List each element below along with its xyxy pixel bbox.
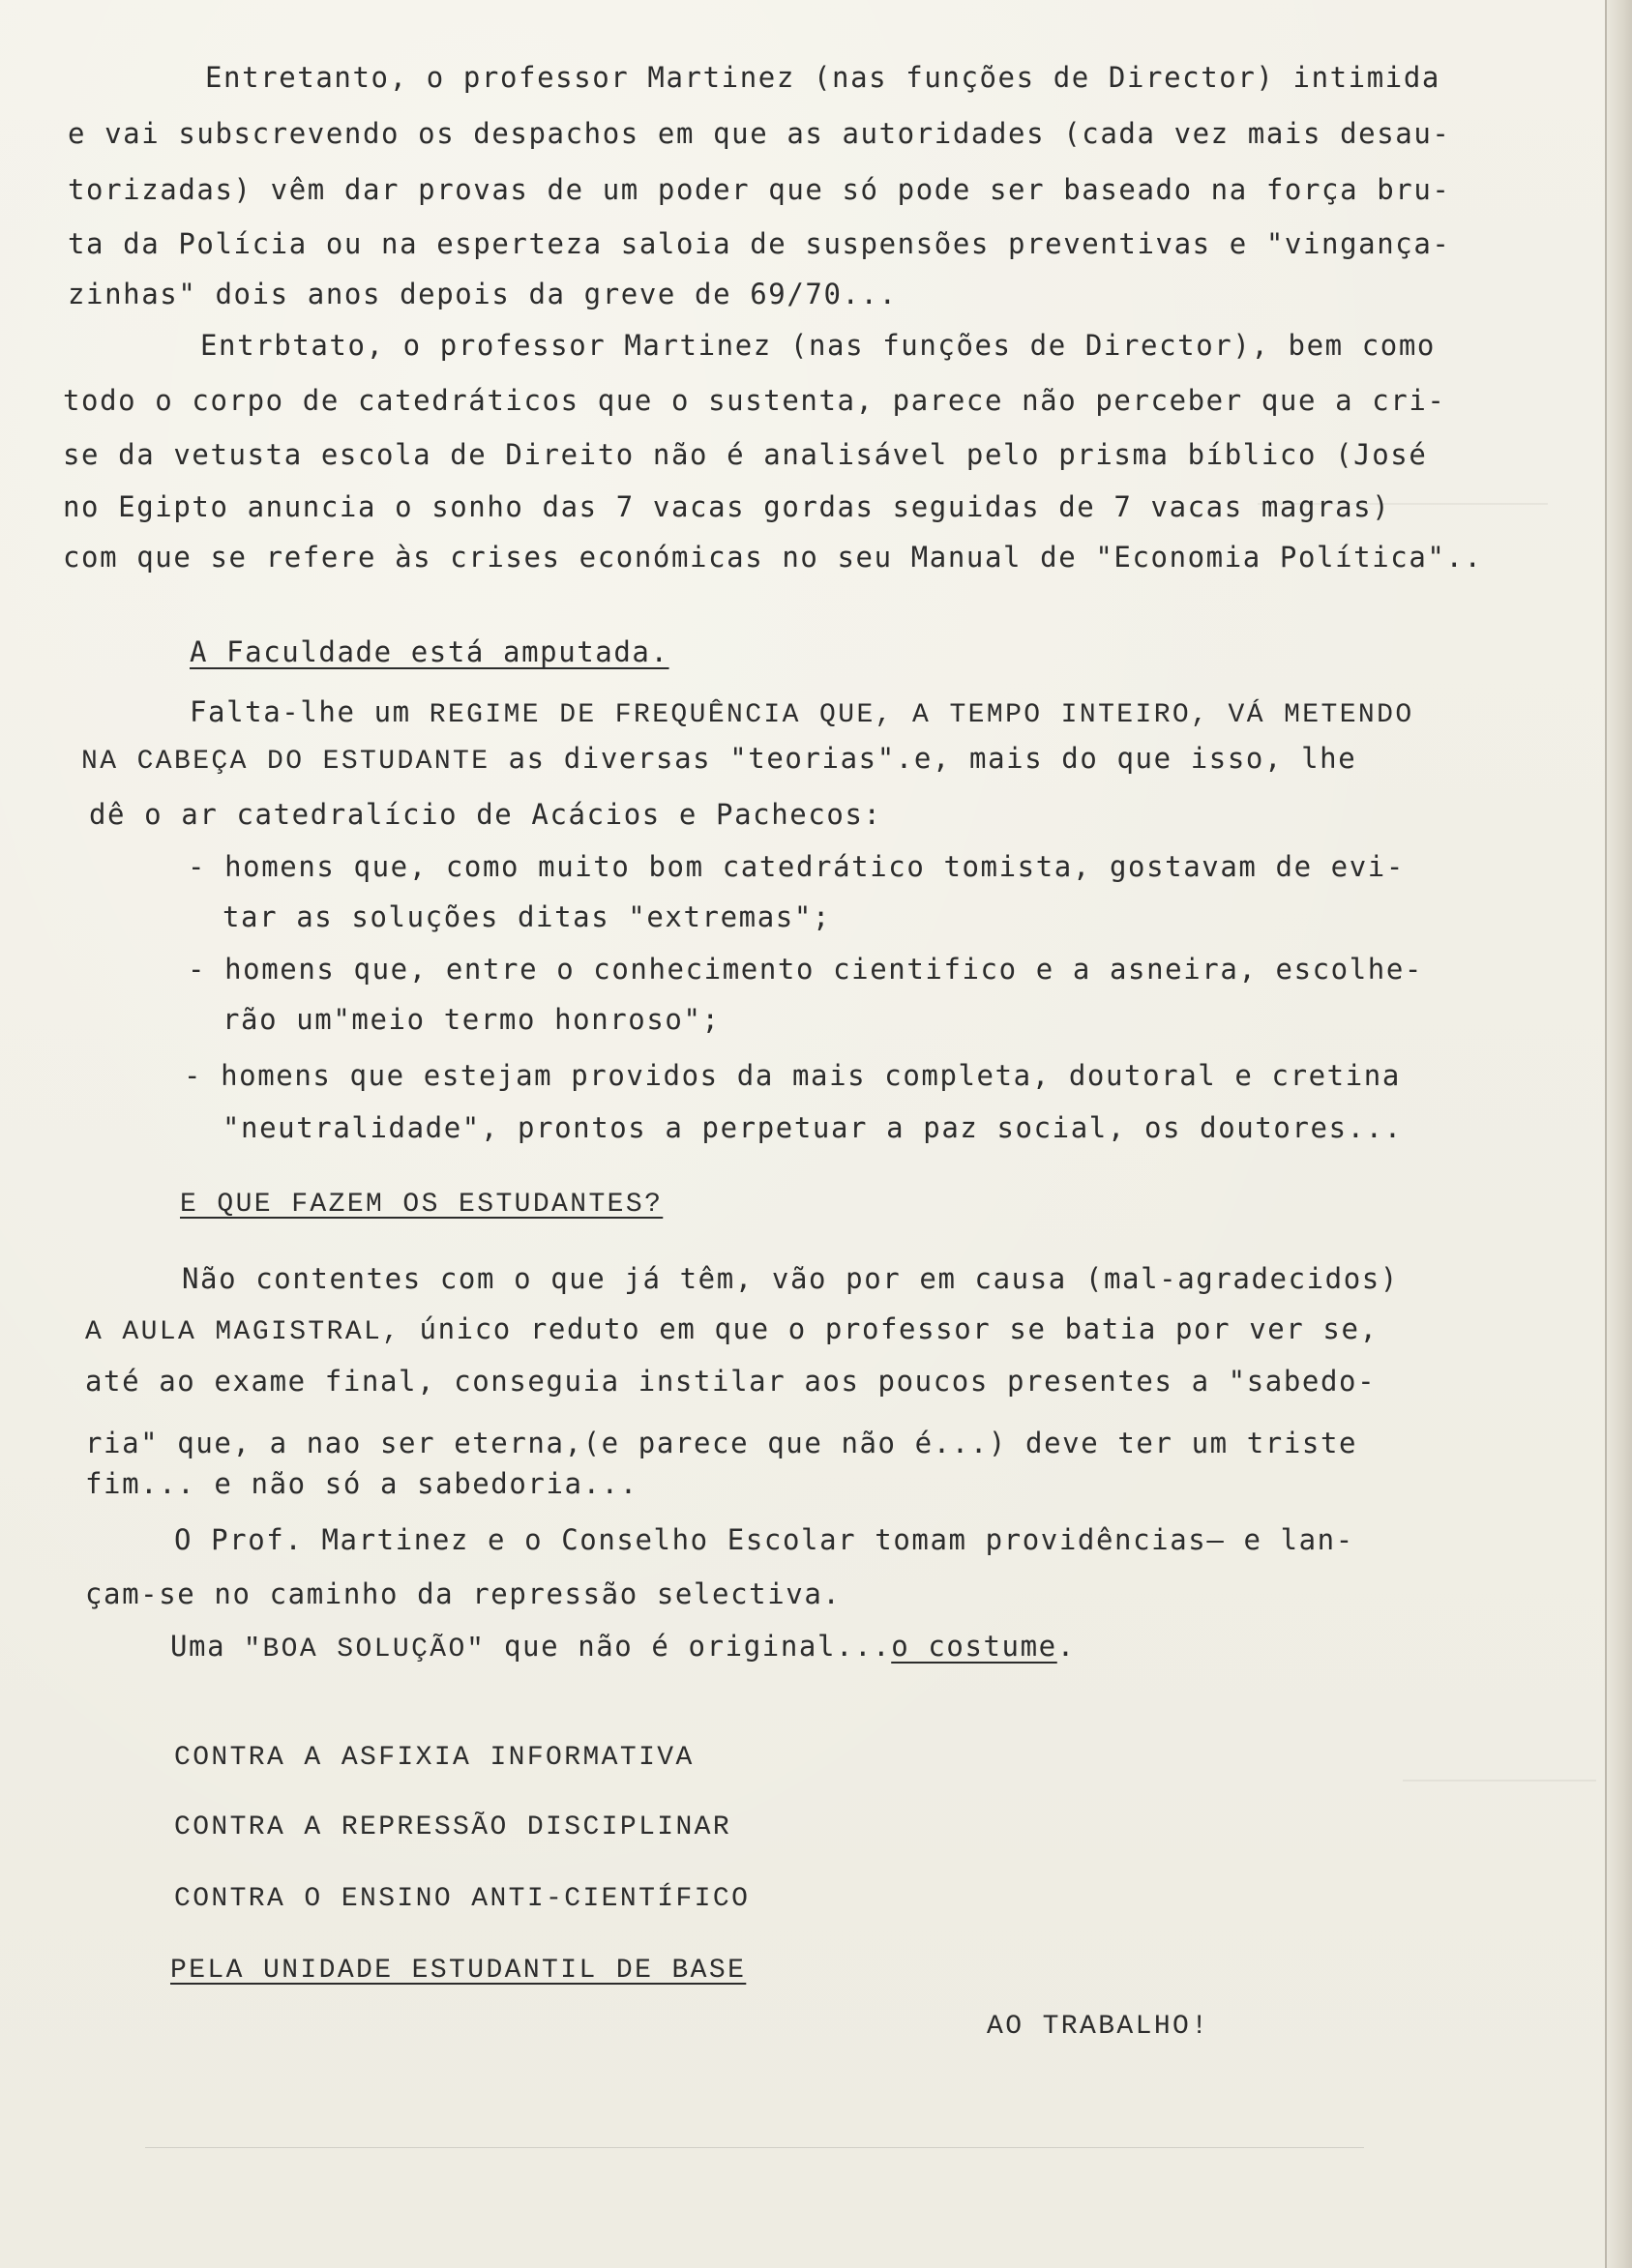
paragraph-2-line-4: no Egipto anuncia o sonho das 7 vacas gordas seguidas de 7 vacas magras) bbox=[63, 490, 1391, 523]
paragraph-4-line-1: Não contentes com o que já têm, vão por em causa (mal-agradecidos) bbox=[182, 1262, 1399, 1295]
slogan-underlined: PELA UNIDADE ESTUDANTIL DE BASE bbox=[170, 1956, 747, 1986]
paragraph-5-line-2: çam-se no caminho da repressão selectiva. bbox=[85, 1577, 842, 1610]
paragraph-6 bbox=[170, 1630, 1076, 1664]
paragraph-4-line-5: fim... e não só a sabedoria... bbox=[85, 1467, 638, 1500]
slogan-2: CONTRA A REPRESSÃO DISCIPLINAR bbox=[174, 1812, 732, 1842]
paragraph-4-line-2-rest: único reduto em que o professor se batia por ver se, bbox=[401, 1312, 1379, 1345]
paragraph-6-underlined: o costume bbox=[891, 1630, 1057, 1663]
paragraph-3-caps-2: NA CABEÇA DO ESTUDANTE bbox=[81, 747, 490, 777]
paragraph-2-line-2: todo o corpo de catedráticos que o sustenta, parece não perceber que a cri- bbox=[63, 384, 1446, 417]
paragraph-2-line-3: se da vetusta escola de Direito não é analisável pelo prisma bíblico (José bbox=[63, 438, 1428, 471]
heading-estudantes: E QUE FAZEM OS ESTUDANTES? bbox=[180, 1190, 664, 1220]
paragraph-4-line-3: até ao exame final, conseguia instilar aos poucos presentes a "sabedo- bbox=[85, 1365, 1377, 1398]
paragraph-2-line-1: Entrbtato, o professor Martinez (nas funções de Director), bem como bbox=[200, 329, 1436, 362]
paragraph-6-suffix: . bbox=[1056, 1630, 1076, 1663]
paragraph-6-middle: que não é original... bbox=[485, 1630, 892, 1663]
list-item-1-line-1: - homens que, como muito bom catedrático tomista, gostavam de evi- bbox=[188, 850, 1405, 883]
paragraph-3-line-1 bbox=[190, 695, 1414, 730]
paragraph-1-line-5: zinhas" dois anos depois da greve de 69/70... bbox=[68, 278, 898, 310]
paragraph-1-line-3: torizadas) vêm dar provas de um poder que só pode ser baseado na força bru- bbox=[68, 173, 1451, 206]
slogan-3: CONTRA O ENSINO ANTI-CIENTÍFICO bbox=[174, 1884, 751, 1914]
paragraph-4-line-2 bbox=[85, 1312, 1379, 1347]
list-item-3-line-2: "neutralidade", prontos a perpetuar a paz social, os doutores... bbox=[223, 1111, 1403, 1144]
list-item-3-line-1: - homens que estejam providos da mais completa, doutoral e cretina bbox=[184, 1059, 1401, 1092]
paragraph-4-caps: A AULA MAGISTRAL, bbox=[85, 1317, 401, 1347]
paragraph-6-prefix: Uma bbox=[170, 1630, 245, 1663]
list-item-2-line-2: rão um"meio termo honroso"; bbox=[223, 1003, 721, 1036]
paragraph-3-rest: as diversas "teorias".e, mais do que isso, lhe bbox=[490, 742, 1357, 775]
closing-line: AO TRABALHO! bbox=[987, 2012, 1210, 2042]
bottom-faint-rule bbox=[145, 2147, 1364, 2148]
paragraph-1-line-2: e vai subscrevendo os despachos em que as autoridades (cada vez mais desau- bbox=[68, 117, 1451, 150]
paragraph-5-line-1: O Prof. Martinez e o Conselho Escolar tomam providências— e lan- bbox=[174, 1523, 1354, 1556]
paragraph-3-line-2 bbox=[81, 742, 1357, 777]
paragraph-3-line-3: dê o ar catedralício de Acácios e Pachecos: bbox=[89, 798, 882, 831]
list-item-2-line-1: - homens que, entre o conhecimento cientifico e a asneira, escolhe- bbox=[188, 953, 1423, 986]
slogan-1: CONTRA A ASFIXIA INFORMATIVA bbox=[174, 1743, 695, 1773]
paragraph-4-line-4: ria" que, a nao ser eterna,(e parece que não é...) deve ter um triste bbox=[85, 1427, 1358, 1459]
paragraph-2-line-5: com que se refere às crises económicas no seu Manual de "Economia Política".. bbox=[63, 541, 1483, 574]
list-item-1-line-2: tar as soluções ditas "extremas"; bbox=[223, 900, 831, 933]
paragraph-1-line-4: ta da Polícia ou na esperteza saloia de suspensões preventivas e "vingança- bbox=[68, 227, 1451, 260]
paragraph-6-caps: "BOA SOLUÇÃO" bbox=[244, 1635, 486, 1664]
heading-faculdade: A Faculdade está amputada. bbox=[190, 635, 669, 668]
paragraph-1-line-1: Entretanto, o professor Martinez (nas funções de Director) intimida bbox=[205, 61, 1440, 94]
paragraph-3-intro: Falta-lhe um bbox=[190, 695, 430, 728]
paragraph-3-caps-1: REGIME DE FREQUÊNCIA QUE, A TEMPO INTEIRO, VÁ METENDO bbox=[429, 700, 1414, 730]
